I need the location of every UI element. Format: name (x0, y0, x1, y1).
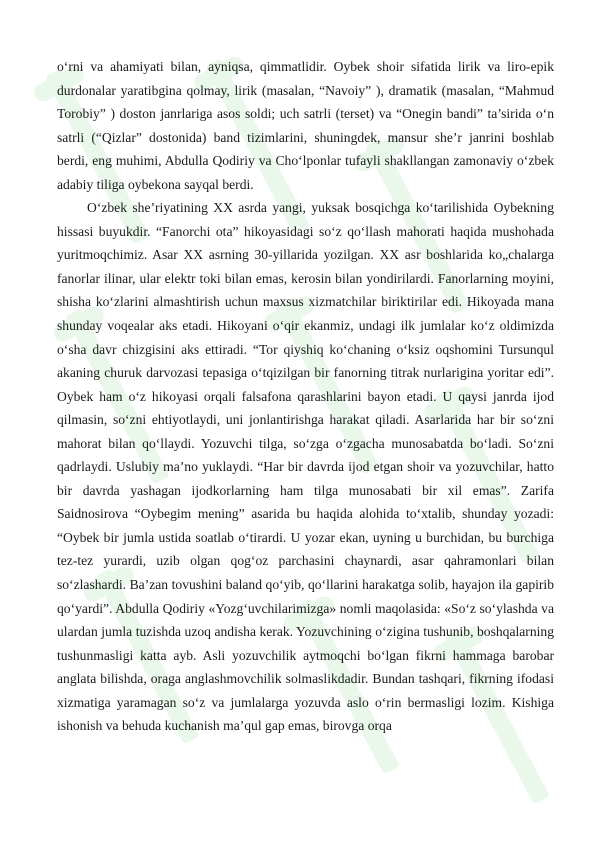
paragraph-2: O‘zbek she’riyatining XX asrda yangi, yuksak bosqichga ko‘tarilishida Oybekning hissasi buyukdir. “Fanorchi ota” hikoyasidagi so‘z qo‘llash mahorati haqida mushohada yuritmoqchimiz. Asar XX asrning 30-yillarida yozilgan. XX asr boshlarida ko„chalarga fanorlar ilinar, ular elektr toki bilan emas, kerosin bilan yondirilardi. Fanorlarning moyini, shisha ko‘zlarini almashtirish uchun maxsus xizmatchilar biriktirilar edi. Hikoyada mana shunday voqealar aks etadi. Hikoyani o‘qir ekanmiz, undagi ilk jumlalar ko‘z oldimizda o‘sha davr chizgisini aks ettiradi. “Tor qiyshiq ko‘chaning o‘ksiz oqshomini Tursunqul akaning churuk darvozasi tepasiga o‘tqizilgan bir fanorning titrak nurlarigina yoritar edi”. Oybek ham o‘z hikoyasi orqali falsafona qarashlarini bayon etadi. U qaysi janrda ijod qilmasin, so‘zni ehtiyotlaydi, uni jonlantirishga harakat qiladi. Asarlarida har bir so‘zni mahorat bilan qo‘llaydi. Yozuvchi tilga, so‘zga o‘zgacha munosabatda bo‘ladi. So‘zni qadrlaydi. Uslubiy ma’no yuklaydi. “Har bir davrda ijod etgan shoir va yozuvchilar, hatto bir davrda yashagan ijodkorlarning ham tilga munosabati bir xil emas”. Zarifa Saidnosirova “Oybegim mening” asarida bu haqida alohida to‘xtalib, shunday yozadi: “Oybek bir jumla ustida soatlab o‘tirardi. U yozar ekan, uyning u burchidan, bu burchiga tez-tez yurardi, uzib olgan qog‘oz parchasini chaynardi, asar qahramonlari bilan so‘zlashardi. Ba’zan tovushini baland qo‘yib, qo‘llarini harakatga solib, hayajon ila gapirib qo‘yardi”. Abdulla Qodiriy «Yozg‘uvchilarimizga» nomli maqolasida: «So‘z so‘ylashda va ulardan jumla tuzishda uzoq andisha kerak. Yozuvchining o‘zigina tushunib, boshqalarning tushunmasligi katta ayb. Asli yozuvchilik aytmoqchi bo‘lgan fikrni hammaga barobar anglata bilishda, oraga anglashmovchilik solmaslikdadir. Bundan tashqari, fikrning ifodasi xizmatiga yaramagan so‘z va jumlalarga yozuvda aslo o‘rin bermasligi lozim. Kishiga ishonish va behuda kuchanish ma’qul gap emas, birovga orqa (57, 200, 554, 734)
body-text (57, 55, 554, 738)
paragraph-1: o‘rni va ahamiyati bilan, ayniqsa, qimmatlidir. Oybek shoir sifatida lirik va liro-epik durdonalar yaratibgina qolmay, lirik (masalan, “Navoiy” ), dramatik (masalan, “Mahmud Torobiy” ) doston janrlariga asos soldi; uch satrli (terset) va “Onegin bandi” ta’sirida o‘n satrli (“Qizlar” dostonida) band tizimlarini, shuningdek, mansur she’r janrini boshlab berdi, eng muhimi, Abdulla Qodiriy va Cho‘lponlar tufayli shakllangan zamonaviy o‘zbek adabiy tiliga oybekona sayqal berdi. (57, 59, 554, 192)
